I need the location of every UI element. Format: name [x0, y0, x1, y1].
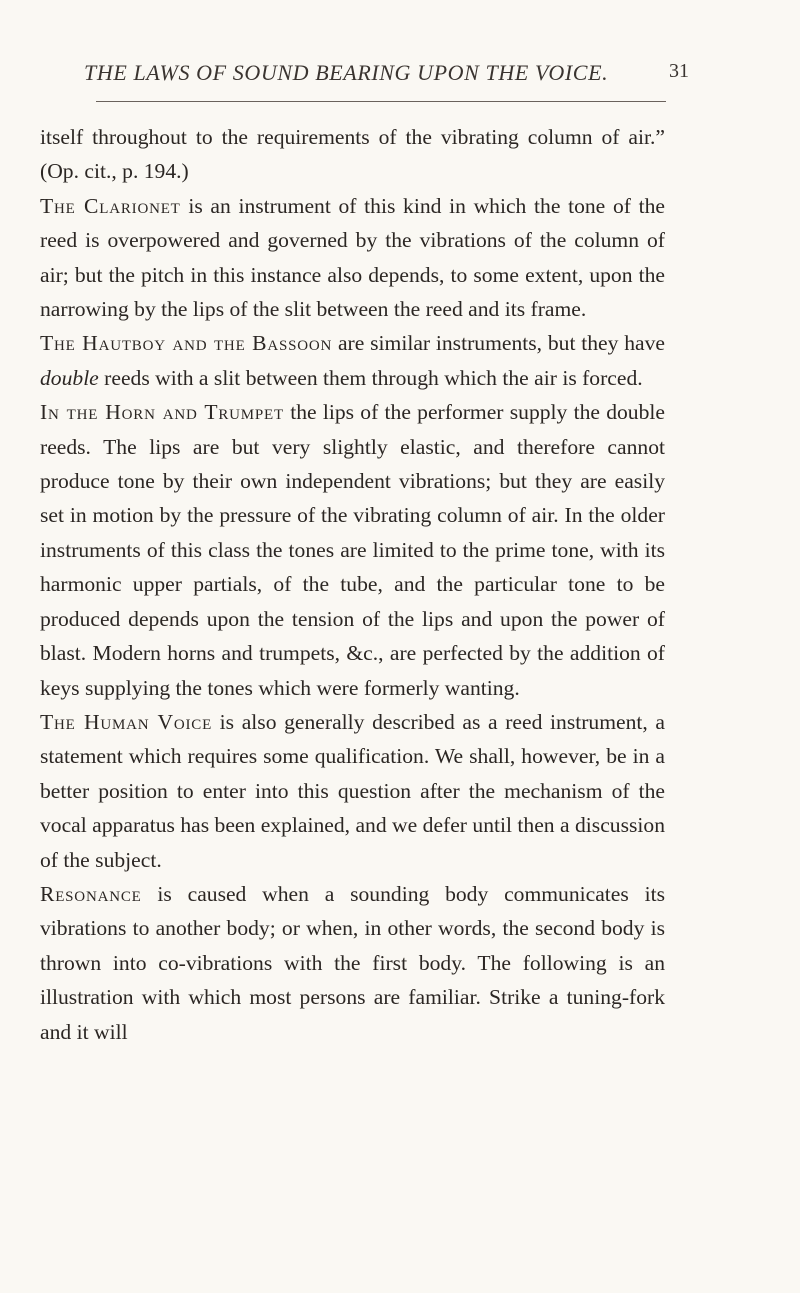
paragraph-clarionet — [40, 189, 665, 327]
horn-heading: In the Horn and Trumpet — [40, 400, 284, 425]
hautboy-text-before: are similar instruments, but they have — [332, 331, 665, 356]
header-rule — [96, 101, 666, 102]
voice-text: is also generally described as a reed instrument, a statement which requires some qualification. We shall, however, be in a better position to enter into this question after the mechanism of the vocal apparatus has been explained, and we defer until then a discussion of the subject. — [40, 709, 665, 872]
resonance-heading: Resonance — [40, 881, 142, 906]
running-title: THE LAWS OF SOUND BEARING UPON THE VOICE. — [84, 60, 609, 85]
clarionet-heading: The Clarionet — [40, 193, 181, 218]
paragraph-resonance — [40, 877, 665, 1049]
paragraph-hautboy — [40, 326, 665, 395]
paragraph-continuation: itself throughout to the requirements of the vibrating column of air.” (Op. cit., p. 194.) — [40, 125, 665, 184]
page-number: 31 — [669, 60, 689, 82]
page-body — [40, 120, 665, 1049]
resonance-text: is caused when a sounding body communicates its vibrations to another body; or when, in other words, the second body is thrown into co-vibrations with the first body. The following is an illustration with which most persons are familiar. Strike a tuning-fork and it will — [40, 881, 665, 1044]
hautboy-text-after: reeds with a slit between them through which the air is forced. — [98, 365, 643, 390]
paragraph-voice — [40, 705, 665, 877]
hautboy-heading: The Hautboy and the Bassoon — [40, 331, 333, 356]
horn-text: the lips of the performer supply the double reeds. The lips are but very slightly elastic, and therefore cannot produce tone by their own independent vibrations; but they are easily set in motion by the pressure of the vibrating column of air. In the older instruments of this class the tones are limited to the prime tone, with its harmonic upper partials, of the tube, and the particular tone to be produced depends upon the tension of the lips and upon the power of blast. Modern horns and trumpets, &c., are perfected by the addition of keys supplying the tones which were formerly wanting. — [40, 400, 665, 700]
clarionet-text: is an instrument of this kind in which the tone of the reed is overpowered and governed by the vibrations of the column of air; but the pitch in this instance also depends, to some extent, upon the narrowing by the lips of the slit between the reed and its frame. — [40, 193, 665, 322]
paragraph-horn — [40, 395, 665, 705]
voice-heading: The Human Voice — [40, 709, 213, 734]
hautboy-emphasis: double — [40, 365, 99, 390]
